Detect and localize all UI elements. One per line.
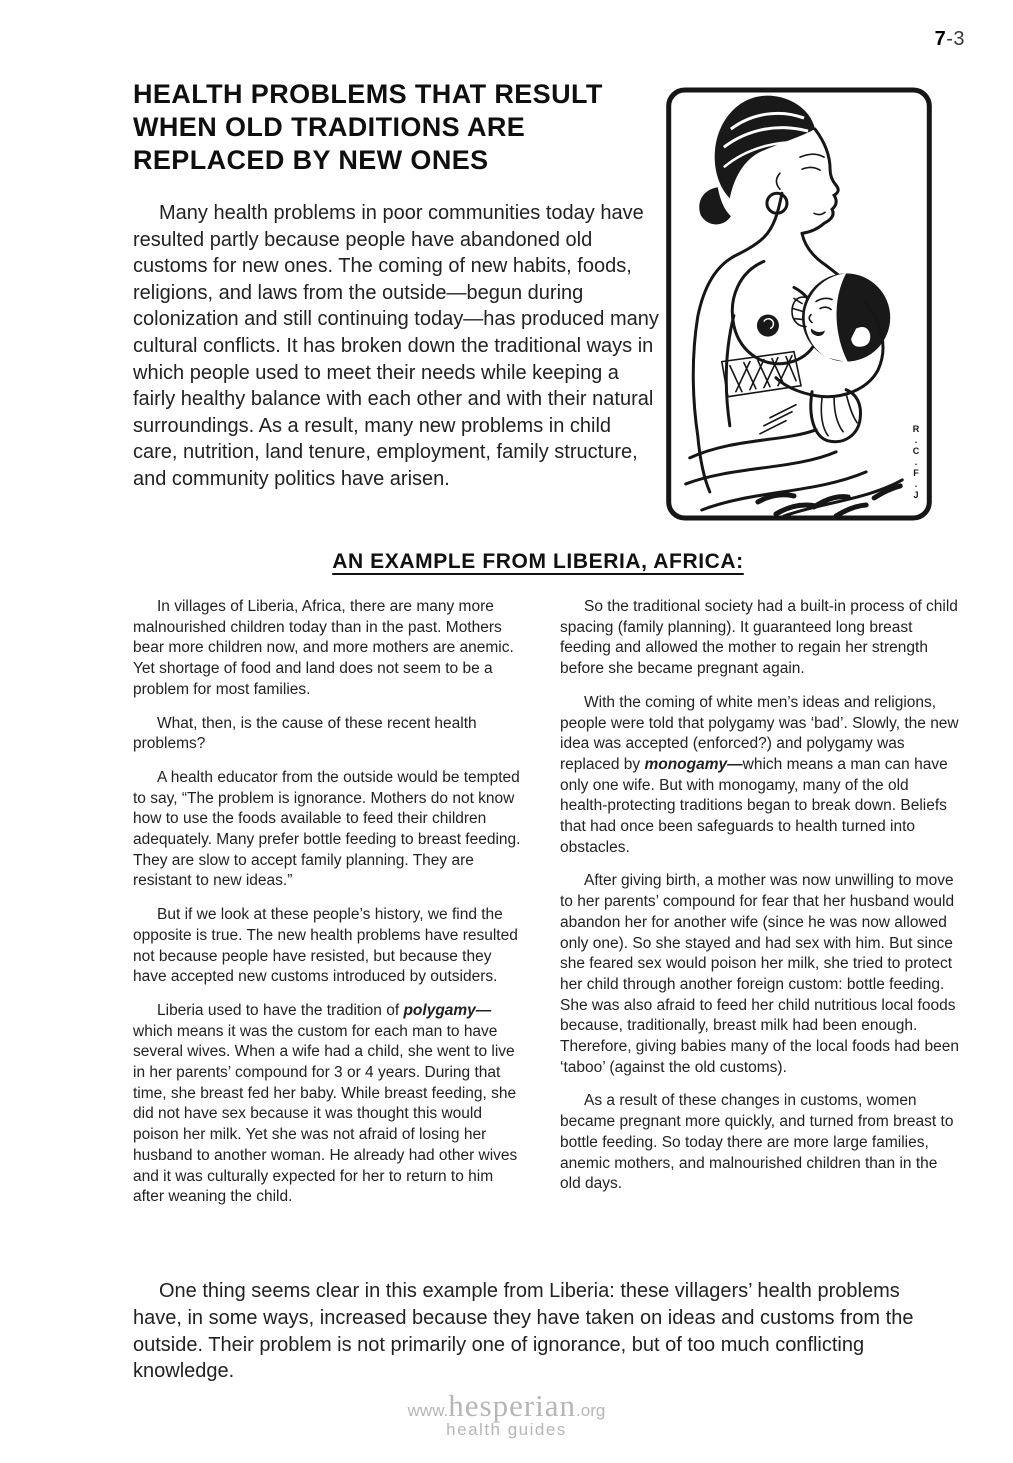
footer-url-suffix: .org <box>576 1401 606 1420</box>
footer-url-prefix: www. <box>407 1401 449 1420</box>
emphasized-term-polygamy: polygamy— <box>403 1001 492 1019</box>
paragraph <box>560 693 960 859</box>
paragraph: In villages of Liberia, Africa, there are many more malnourished children today than in the past. Mothers bear more children now, and more mothers are anemic. Yet shortage of food and land does not seem to be a problem for most families. <box>133 598 514 698</box>
footer-url <box>0 1390 1013 1421</box>
paragraph-text: which means a man can have only one wife. But with monogamy, many of the old health-protecting traditions began to break down. Beliefs that had once been safeguards to health turned into obstacles. <box>560 755 948 856</box>
paragraph: As a result of these changes in customs, women became pregnant more quickly, and turned from breast to bottle feeding. So today there are more large families, anemic mothers, and malnourished children than in the old days. <box>560 1092 954 1193</box>
paragraph-text: which means it was the custom for each man to have several wives. When a wife had a child, she went to live in her parents’ compound for 3 or 4 years. During that time, she breast fed her baby. While breast feeding, she did not have sex because it was thought this would poison her milk. Yet she was not afraid of losing her husband to another woman. He already had other wives and it was culturally expected for her to return to him after weaning the child. <box>133 1022 518 1206</box>
paragraph-text: With the coming of white men’s ideas and religions, people were told that polygamy was ‘bad’. Slowly, the new idea was accepted (enforced?) and polygamy was replaced by <box>560 693 959 773</box>
page-title <box>133 78 703 177</box>
page-number <box>935 28 965 51</box>
page-number-rest: -3 <box>946 28 965 50</box>
page-title-line: REPLACED BY NEW ONES <box>133 145 489 175</box>
footer-tagline: health guides <box>446 1420 567 1439</box>
nipple <box>757 315 779 337</box>
closing-paragraph: One thing seems clear in this example from Liberia: these villagers’ health problems have, in some ways, increased because they have taken on ideas and customs from the outside. Their problem is not primarily one of ignorance, but of too much conflicting knowledge. <box>133 1280 914 1383</box>
section-heading: AN EXAMPLE FROM LIBERIA, AFRICA: <box>332 550 744 573</box>
paragraph: But if we look at these people’s history, we find the opposite is true. The new health problems have resulted not because people have resisted, but because they have accepted new customs introduced by outsiders. <box>133 906 518 986</box>
left-column <box>133 597 525 1221</box>
page-number-chapter: 7 <box>934 28 947 50</box>
footer-brand: hesperian <box>448 1388 577 1423</box>
intro-paragraph: Many health problems in poor communities today have resulted partly because people have abandoned old customs for new ones. The coming of new habits, foods, religions, and laws from the outside—begun during colonization and still continuing today—has produced many cultural conflicts. It has broken down the traditional ways in which people used to meet their needs while keeping a fairly healthy balance with each other and with their natural surroundings. As a result, many new problems in child care, nutrition, land tenure, employment, family structure, and community politics have arisen. <box>133 202 659 490</box>
page-title-line: WHEN OLD TRADITIONS ARE <box>133 112 526 142</box>
paragraph <box>133 1001 525 1208</box>
paragraph-text: Liberia used to have the tradition of <box>157 1001 404 1019</box>
paragraph: So the traditional society had a built-in process of child spacing (family planning). It guaranteed long breast feeding and allowed the mother to regain her strength before she became pregnant again. <box>560 598 958 678</box>
paragraph: What, then, is the cause of these recent health problems? <box>133 714 477 753</box>
paragraph: A health educator from the outside would be tempted to say, “The problem is ignorance. Mothers do not know how to use the foods available to feed their children adequately. Many prefer bottle feeding to breast feeding. They are slow to accept family planning. They are resistant to new ideas.” <box>133 768 521 890</box>
right-column <box>560 597 960 1208</box>
emphasized-term-monogamy: monogamy— <box>644 755 743 773</box>
paragraph: After giving birth, a mother was now unwilling to move to her parents’ compound for fear that her husband would abandon her for another wife (since he was now allowed only one). So she stayed and had sex with him. But since she feared sex would poison her milk, she tried to protect her child through another foreign custom: bottle feeding. She was also afraid to feed her child nutritious local foods because, traditionally, breast milk had been enough. Therefore, giving babies many of the local foods had been ‘taboo’ (against the old customs). <box>560 872 959 1076</box>
page-title-line: HEALTH PROBLEMS THAT RESULT <box>133 79 603 109</box>
footer-watermark <box>0 1390 1013 1438</box>
mother-breastfeeding-illustration <box>663 85 935 523</box>
illustration-drawing <box>663 85 935 523</box>
artist-signature: R.C.F.J <box>911 424 921 501</box>
